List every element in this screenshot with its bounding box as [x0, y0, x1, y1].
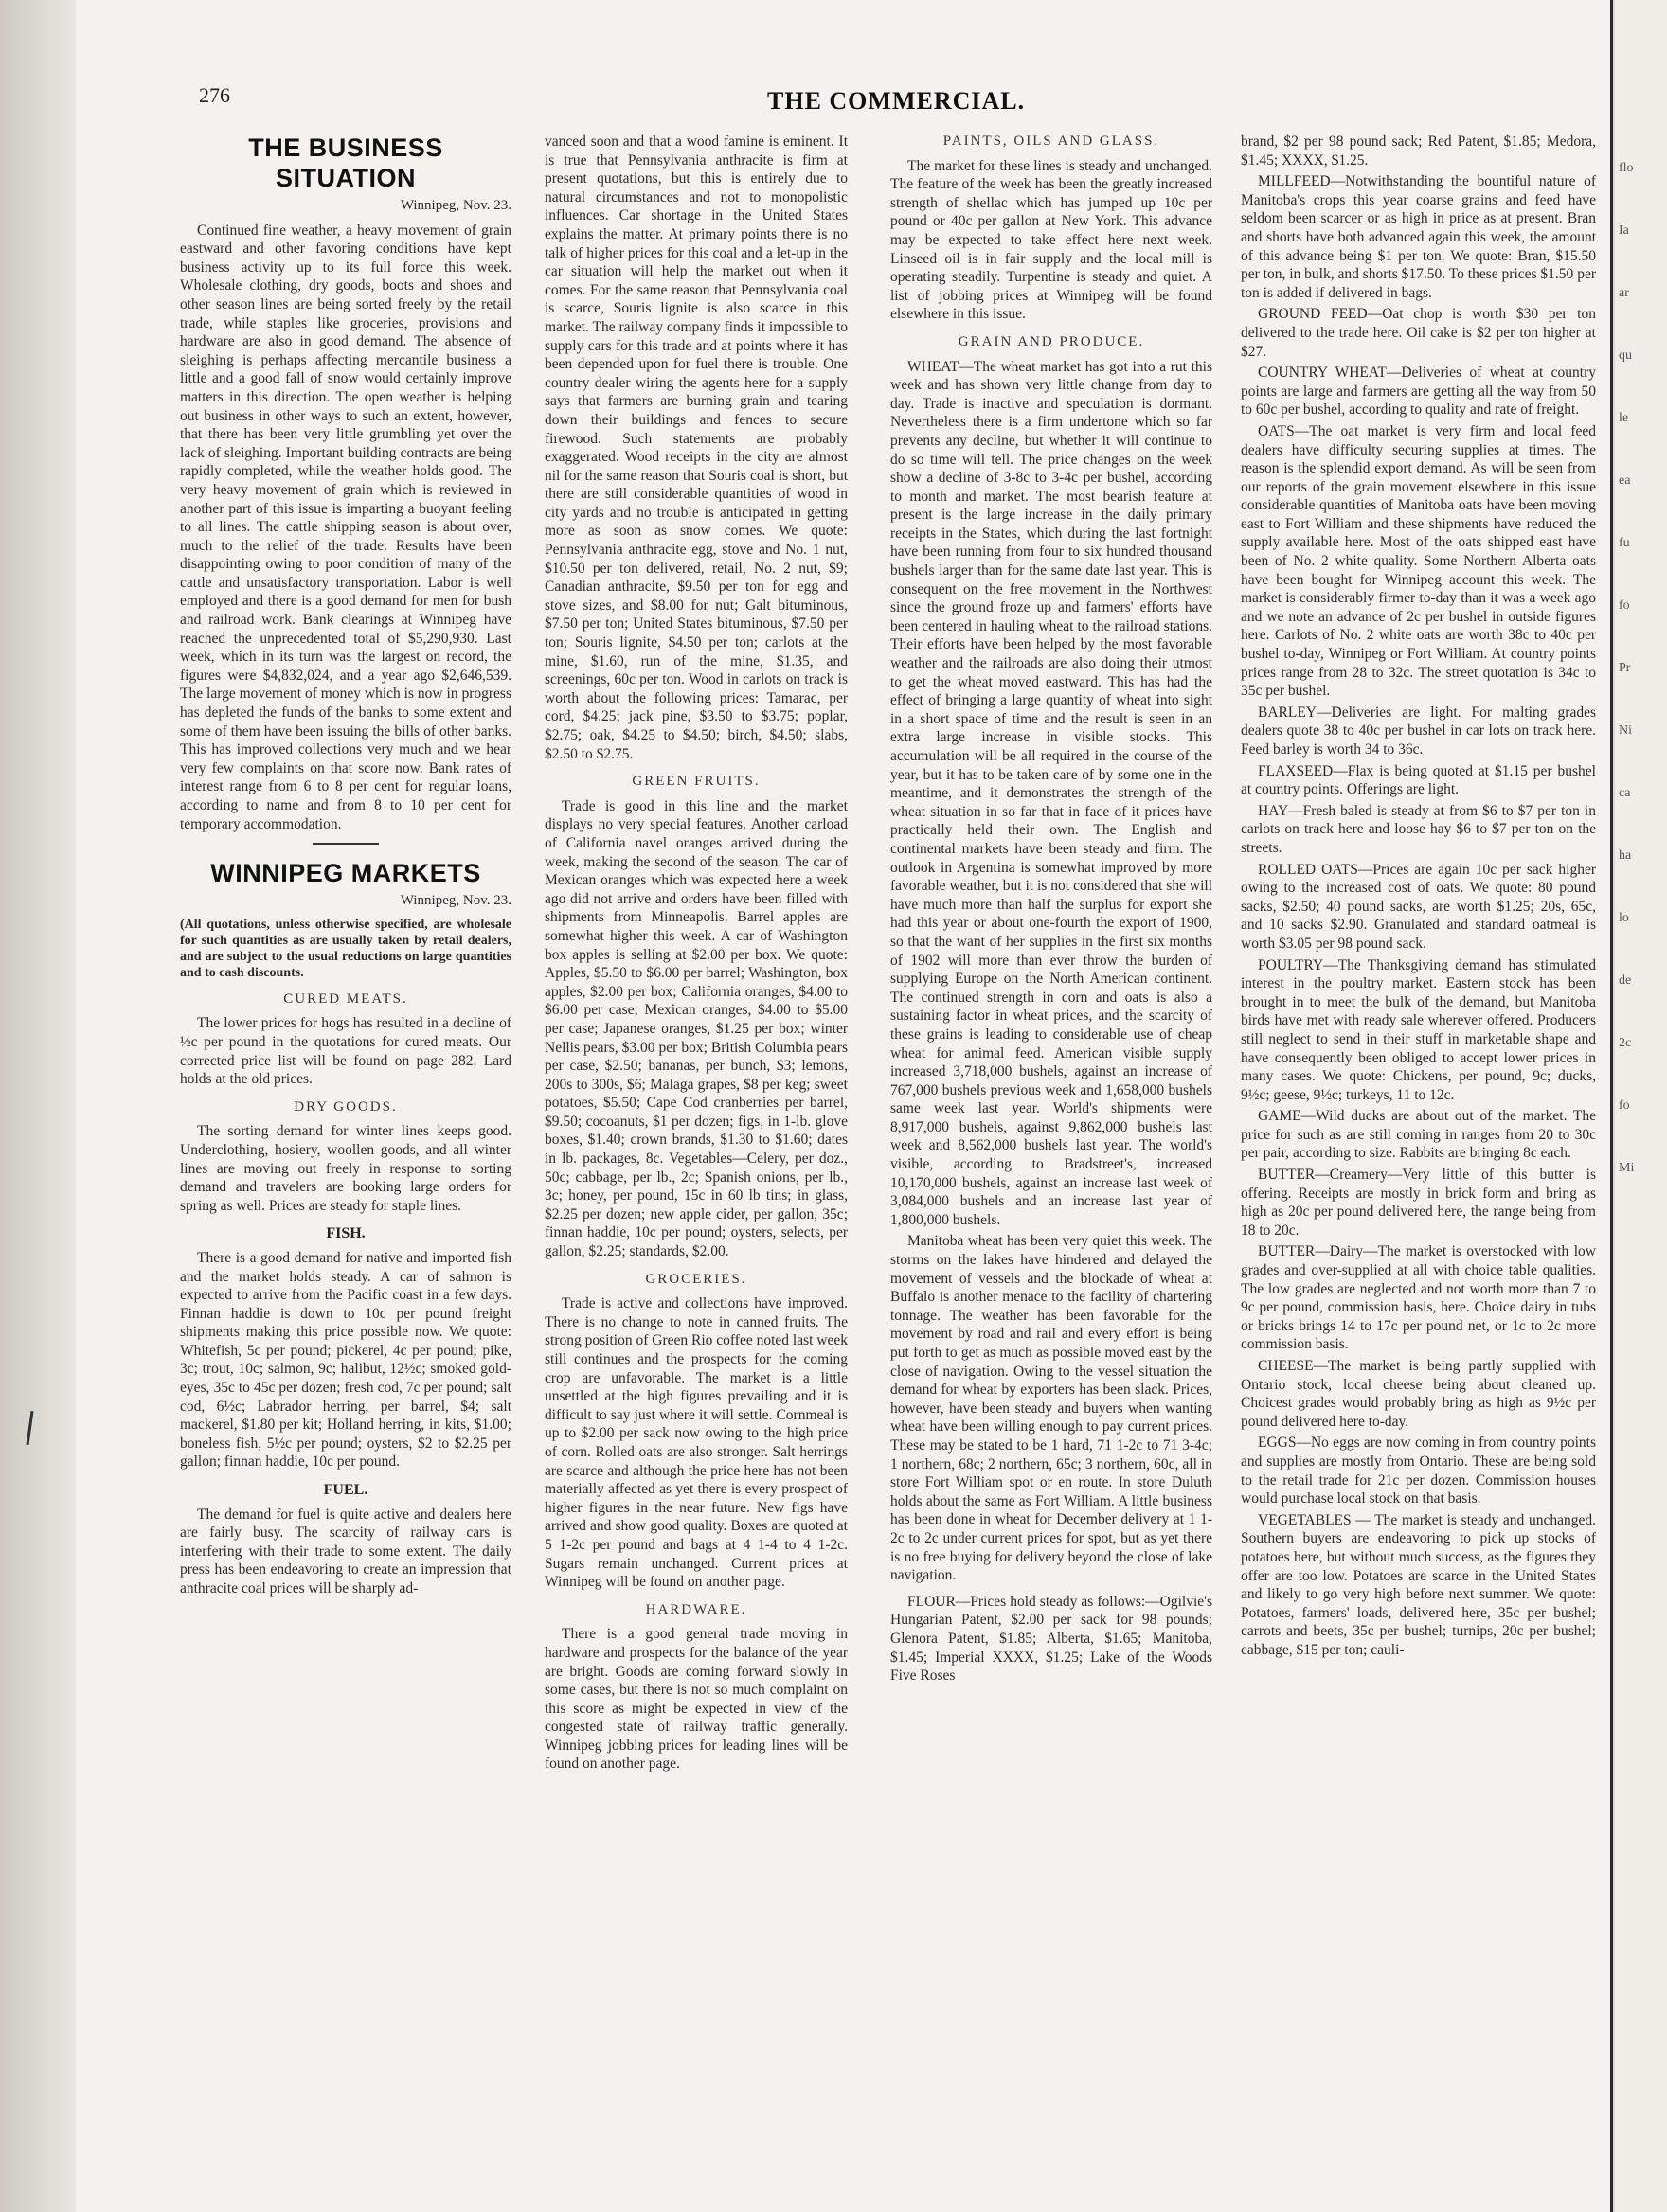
quotation-note: (All quotations, unless otherwise specified, are wholesale for such quantities as are usually taken by retail dealers, and are subject to the usual reductions on large quantities and to cash discounts.: [180, 917, 511, 980]
eggs-text: EGGS—No eggs are now coming in from country points and supplies are mostly from Ontario. These are being sold to the retail trade for 21c per dozen. Commission houses would purchase local stock on that basis.: [1241, 1435, 1596, 1507]
fuel-text: The demand for fuel is quite active and dealers here are fairly busy. The scarcity of railway cars is interfering with their trade to some extent. The daily press has been endeavoring to create an impression that anthracite coal prices will be sharply ad-: [180, 1506, 511, 1597]
rolled-oats-text: ROLLED OATS—Prices are again 10c per sack higher owing to the increased cost of oats. We quote: 80 pound sacks, $2.50; 40 pound sacks, are worth $1.25; 20s, 65c, and 10 sacks $2.90. Granulated and standard oatmeal is worth $3.05 per 98 pound sack.: [1241, 861, 1596, 952]
flaxseed-text: FLAXSEED—Flax is being quoted at $1.15 per bushel at country points. Offerings are light.: [1241, 762, 1596, 798]
manitoba-wheat-text: Manitoba wheat has been very quiet this week. The storms on the lakes have hindered and delayed the movement of vessels and the blockade of wheat at Buffalo is another menace to the facility of chartering tonnage. The weather has been favorable for the movement by road and rail and every effort is being put forth to get as much as possible moved east by the close of navigation. Owing to the vessel situation the demand for wheat by exporters has been slack. Prices, however, have been steady and buyers when wanting wheat have been willing enough to pay current prices. These may be stated to be 1 hard, 71 1-2c to 71 3-4c; 1 northern, 68c; 2 northern, 65c; 3 northern, 60c, all in store Fort William spot or en route. In store Duluth holds about the same as Fort William. A little business has been done in wheat for December delivery at 1 1-2c to 2c under current prices for spot, but as yet there is no free buying for delivery beyond the close of lake navigation.: [890, 1233, 1212, 1584]
binding-spine: [1610, 0, 1613, 2212]
adjacent-page-fragment: fo: [1619, 598, 1630, 613]
poultry-text: POULTRY—The Thanksgiving demand has stimulated interest in the poultry market. Eastern stock has been brought in to meet the bulk of the demand, but Manitoba birds have met with ready sale wherever offered. Producers still neglect to send in their stuff in marketable shape and have consequently been obliged to accept lower prices in many cases. We quote: Chickens, per pound, 9c; ducks, 9½c; geese, 9½c; turkeys, 11 to 12c.: [1241, 956, 1596, 1103]
adjacent-page-fragment: Ia: [1619, 223, 1629, 238]
butter-creamery-text: BUTTER—Creamery—Very little of this butter is offering. Receipts are mostly in brick form and bring as high as 20c per pound delivered here, the range being from 18 to 20c.: [1241, 1167, 1596, 1239]
adjacent-page-fragment: fo: [1619, 1098, 1630, 1113]
scan-mark: [27, 1411, 34, 1445]
oats-text: OATS—The oat market is very firm and local feed dealers have difficulty securing supplies at times. The reason is the splendid export demand. As will be seen from our reports of the grain movement elsewhere in this issue considerable quantities of Manitoba oats have been moving east to Fort William and these shipments have reduced the supply available here. Most of the oats shipped east have been of No. 2 white quality. Some Northern Alberta oats have been bought for Winnipeg account this week. The market is considerably firmer to-day than it was a week ago and we note an advance of 2c per bushel in outside figures here. Carlots of No. 2 white oats are worth 38c to 40c per bushel to-day, Winnipeg or Fort William. At country points prices range from 28 to 32c. The street quotation is 34c to 35c per bushel.: [1241, 422, 1596, 700]
adjacent-page-fragment: ar: [1619, 286, 1629, 300]
adjacent-page-fragment: ea: [1619, 473, 1631, 488]
grain-produce-heading: GRAIN AND PRODUCE.: [958, 333, 1145, 349]
masthead: THE COMMERCIAL.: [767, 87, 1026, 115]
adjacent-page-edge: [1615, 0, 1667, 2212]
dry-goods-heading: DRY GOODS.: [294, 1098, 398, 1115]
adjacent-page-fragment: lo: [1619, 911, 1629, 925]
column-4: [1241, 133, 1596, 2150]
vegetables-text: VEGETABLES — The market is steady and unchanged. Southern buyers are endeavoring to pick up stocks of potatoes here, but without much success, as the figures they offer are too low. Potatoes are scarce in the United States and likely to go very high before next summer. We quote: Potatoes, farmers' loads, delivered here, 35c per bushel; carrots and beets, 35c per bushel; turnips, 20c per bushel; cabbage, $15 per ton; cauli-: [1241, 1511, 1596, 1658]
paints-heading: PAINTS, OILS AND GLASS.: [942, 134, 1160, 149]
fish-text: There is a good demand for native and imported fish and the market holds steady. A car of salmon is expected to arrive from the Pacific coast in a few days. Finnan haddie is down to 10c per pound freight shipments making this price possible now. We quote: Whitefish, 5c per pound; pickerel, 4c per pound; pike, 3c; trout, 10c; salmon, 9c; halibut, 12½c; smoked gold-eyes, 35c to 45c per dozen; fresh cod, 7c per pound; salt cod, 6½c; Labrador herring, per barrel, $4; salt mackerel, $1.80 per kit; Holland herring, in kits, $1.00; boneless fish, 5½c per pound; oysters, $2 to $2.25 per gallon; finnan haddie, 10c per pound.: [180, 1249, 511, 1471]
adjacent-page-fragment: le: [1619, 411, 1629, 425]
flour-text: FLOUR—Prices hold steady as follows:—Ogilvie's Hungarian Patent, $2.00 per sack for 98 pounds; Glenora Patent, $1.85; Alberta, $1.65; Manitoba, $1.45; Imperial XXXX, $1.25; Lake of the Woods Five Roses: [890, 1593, 1212, 1685]
millfeed-text: MILLFEED—Notwithstanding the bountiful nature of Manitoba's crops this year coarse grains and feed have seldom been scarcer or as high in price as at present. Bran and shorts have both advanced again this week, the amount of this advance being $1 per ton. We quote: Bran, $15.50 per ton, in bulk, and shorts $17.50. To these prices $1.50 per ton is added if delivered in bags.: [1241, 173, 1596, 301]
column-1: [180, 133, 511, 2150]
business-situation-heading: THE BUSINESS SITUATION: [248, 134, 443, 192]
markets-dateline: Winnipeg, Nov. 23.: [400, 893, 511, 909]
green-fruits-text: Trade is good in this line and the market displays no very special features. Another carload of California navel oranges arrived during the week, making the second of the season. The car of Mexican oranges which was expected here a week ago did not arrive and orders have been filled with shipments from Minneapolis. Barrel apples are somewhat higher this week. A car of Washington box apples is selling at $2.00 per box. We quote: Apples, $5.50 to $6.00 per barrel; Washington, box apples, $2.00 per box; California oranges, $4.00 to $6.00 per case; Mexican oranges, $4.00 to $5.00 per case; Japanese oranges, $1.25 per box; winter Nellis pears, $3.00 per box; British Columbia pears per case, $2.50; bananas, per bunch, $3; lemons, 200s to 300s, $6; Malaga grapes, $8 per keg; sweet potatoes, $5.50; Cape Cod cranberries per barrel, $9.50; cocoanuts, $1 per dozen; figs, in 1-lb. glove boxes, $1.40; crown brands, $1.30 to $1.60; dates in lb. packages, 8c. Vegetables—Celery, per doz., 50c; cabbage, per lb., 2c; Spanish onions, per lb., 3c; honey, per pound, 15c in 60 lb tins; in glass, $2.25 per dozen; new apple cider, per gallon, 35c; finnan haddie, 10c per pound; oysters, selects, per gallon, $2.25; standards, $2.00.: [545, 797, 848, 1260]
butter-dairy-text: BUTTER—Dairy—The market is overstocked with low grades and over-supplied at all with choice table qualities. The low grades are neglected and not worth more than 7 to 9c per pound, commission basis, here. Choice dairy in tubs or bricks brings 14 to 17c per pound net, or 1c to 2c more commission basis.: [1241, 1243, 1596, 1353]
column-2: [545, 133, 848, 2150]
winnipeg-markets-heading: WINNIPEG MARKETS: [210, 859, 481, 888]
hardware-heading: HARDWARE.: [645, 1601, 747, 1617]
fuel-text-continued: vanced soon and that a wood famine is eminent. It is true that Pennsylvania anthracite is firm at present quotations, but this is entirely due to natural circumstances and not to monopolistic influences. Car shortage in the United States explains the matter. At primary points there is no talk of higher prices for this coal and a let-up in the car situation will help the market out when it comes. For the same reason that Pennsylvania coal is scarce, Souris lignite is also scarce in this market. The railway company finds it impossible to supply cars for this trade and at points where it has been depended upon for fuel there is trouble. One country dealer wiring the agents here for a supply says that farmers are burning grain and tearing down their buildings and fences to secure firewood. Such statements are probably exaggerated. Wood receipts in the city are almost nil for the same reason that Souris coal is short, but there are still considerable quantities of wood in city yards and no trouble is anticipated in getting more as soon as snow comes. We quote: Pennsylvania anthracite egg, stove and No. 1 nut, $10.50 per ton delivered, retail, No. 2 nut, $9; Canadian anthracite, $9.50 per ton for egg and stove sizes, and $8.00 for nut; Galt bituminous, $7.50 per ton; United States bituminous, $7.50 per ton; Souris lignite, $4.50 per ton; carlots at the mine, $1.60, run of the mine, $1.35, and screenings, 60c per ton. Wood in carlots on track is worth about the following prices: Tamarac, per cord, $4.25; jack pine, $3.50 to $3.75; poplar, $2.75; oak, $4.25 to $4.50; birch, $4.50; slabs, $2.50 to $2.75.: [545, 134, 848, 762]
fuel-heading: FUEL.: [323, 1482, 368, 1499]
adjacent-page-fragment: 2c: [1619, 1036, 1632, 1050]
column-3: [890, 133, 1212, 2150]
fish-heading: FISH.: [326, 1225, 366, 1242]
cheese-text: CHEESE—The market is being partly supplied with Ontario stock, local cheese being about cleaned up. Choicest grades would probably bring as high as 9½c per pound delivered here to-day.: [1241, 1358, 1596, 1430]
adjacent-page-fragment: fu: [1619, 536, 1630, 550]
page-number: 276: [199, 83, 230, 107]
groceries-heading: GROCERIES.: [645, 1271, 747, 1287]
adjacent-page-fragment: ha: [1619, 848, 1632, 863]
paints-text: The market for these lines is steady and unchanged. The feature of the week has been the greatly increased strength of shellac which has jumped up 10c per pound or 40c per gallon at New York. This advance may be expected to take effect here next week. Linseed oil is in fair supply and the local mill is operating steadily. Turpentine is steady and quiet. A list of jobbing prices at Winnipeg will be found elsewhere in this issue.: [890, 157, 1212, 323]
green-fruits-heading: GREEN FRUITS.: [632, 774, 761, 790]
groceries-text: Trade is active and collections have improved. There is no change to note in canned fruits. The strong position of Green Rio coffee noted last week still continues and the prospects for the coming crop are unfavorable. The market is a little unsettled at the high figures prevailing and it is difficult to say just where it will settle. Cornmeal is up to $2.00 per sack now owing to the high price of corn. Rolled oats are also stronger. Salt herrings are scarce and although the price here has not been materially affected as yet there is every prospect of higher figures in the near future. New figs have arrived and show good quality. Boxes are quoted at 5 1-2c per pound and bags at 4 1-4 to 4 1-2c. Sugars remain unchanged. Current prices at Winnipeg will be found on another page.: [545, 1295, 848, 1591]
hardware-text: There is a good general trade moving in hardware and prospects for the balance of the year are bright. Goods are coming forward slowly in some cases, but there is not so much complaint on this score as might be expected in view of the congested state of railway traffic generally. Winnipeg jobbing prices for leading lines will be found on another page.: [545, 1626, 848, 1773]
wheat-text: WHEAT—The wheat market has got into a rut this week and has shown very little change from day to day. Trade is inactive and speculation is dormant. Nevertheless there is a firm undertone which so far prevents any decline, but whether it will continue to do so time will tell. The price changes on the week show a decline of 3-8c to 3-4c per bushel, according to month and market. The most bearish feature at present is the large increase in the daily primary receipts in the States, which during the last fortnight have been running from four to six hundred thousand bushels larger than for the same date last year. This is consequent on the free movement in the Northwest since the ground froze up and farmers' efforts have been centered in hauling wheat to the railroad stations. Their efforts have been helped by the most favorable weather and the railroads are also doing their utmost to get the wheat moved eastward. This has had the effect of bringing a large quantity of wheat into sight in a short space of time and the result is seen in an extra large increase in visible stocks. This accumulation will be all required in the course of the year, but it has to be taken care of by some one in the meantime, and it demonstrates the strength of the wheat situation in so far that in face of it prices have practically held their own. The English and continental markets have been steady and firm. The outlook in Argentina is somewhat improved by more favorable weather, but it is not considered that she will have much more than half the surplus for export she had this year or about one-fourth the export of 1900, so that the want of her supplies in the first six months of 1902 will more than ever throw the burden of supplying Europe on the North American continent. The continued strength in corn and oats is also a sustaining factor in wheat prices, and the scarcity of these grains is leading to considerable use of cheap wheat for animal feed. American visible supply increased 3,718,000 bushels, against an increase of 767,000 bushels previous week and 1,658,000 bushels same week last year. World's shipments were 8,917,000 bushels, against 9,862,000 bushels last week and 8,562,000 bushels last year. The world's visible, according to Bradstreet's, increased 10,170,000 bushels, against an increase last week of 3,084,000 bushels and an increase last year of 1,800,000 bushels.: [890, 358, 1212, 1228]
adjacent-page-fragment: Mi: [1619, 1161, 1635, 1175]
ground-feed-text: GROUND FEED—Oat chop is worth $30 per ton delivered to the trade here. Oil cake is $2 per ton higher at $27.: [1241, 306, 1596, 360]
adjacent-page-fragment: qu: [1619, 348, 1632, 363]
dry-goods-text: The sorting demand for winter lines keeps good. Underclothing, hosiery, woollen goods, and all winter lines are moving out freely in response to sorting demand and travelers are booking large orders for spring as well. Prices are steady for staple lines.: [180, 1123, 511, 1214]
adjacent-page-fragment: Pr: [1619, 661, 1631, 675]
section-divider: [313, 843, 379, 845]
game-text: GAME—Wild ducks are about out of the market. The price for such as are still coming in ranges from 20 to 30c per pair, according to size. Rabbits are bringing 8c each.: [1241, 1108, 1596, 1162]
scan-margin-left: [0, 0, 76, 2212]
business-paragraph: Continued fine weather, a heavy movement of grain eastward and other favoring conditions have kept business activity up to its full force this week. Wholesale clothing, dry goods, boots and shoes and other season lines are being sorted freely by the retail trade, while staples like groceries, provisions and hardware are also in good demand. The absence of sleighing is perhaps affecting mercantile business a little and a good fall of snow would certainly improve matters in this direction. The open weather is helping out business in other ways to such an extent, however, that there has been very little grumbling yet over the lack of sleighing. Important building contracts are being rapidly completed, while the weather holds good. The very heavy movement of grain which is reviewed in another part of this issue is imparting a buoyant feeling to all lines. The cattle shipping season is about over, much to the relief of the trade. Results have been disappointing owing to poor condition of many of the cattle and unsatisfactory transportation. Labor is well employed and there is a good demand for men for bush and railroad work. Bank clearings at Winnipeg have reached the unprecedented total of $5,290,930. Last week, which in its turn was the largest on record, the figures were $4,832,024, and a year ago $2,646,539. The large movement of money which is now in progress has depleted the funds of the banks to some extent and some of them have been issuing the bills of other banks. This has improved collections very much and we hear very few complaints on that score now. Bank rates of interest range from 6 to 8 per cent for regular loans, according to name and from 8 to 10 per cent for temporary accommodation.: [180, 222, 511, 832]
adjacent-page-fragment: de: [1619, 973, 1632, 988]
adjacent-page-fragment: Ni: [1619, 723, 1632, 738]
barley-text: BARLEY—Deliveries are light. For malting grades dealers quote 38 to 40c per bushel in car lots on track here. Feed barley is worth 34 to 36c.: [1241, 704, 1596, 758]
business-dateline: Winnipeg, Nov. 23.: [400, 198, 511, 213]
country-wheat-text: COUNTRY WHEAT—Deliveries of wheat at country points are large and farmers are getting all the way from 50 to 60c per bushel, according to quality and rate of freight.: [1241, 365, 1596, 419]
cured-meats-heading: CURED MEATS.: [283, 990, 408, 1007]
hay-text: HAY—Fresh baled is steady at from $6 to $7 per ton in carlots on track here and loose hay $6 to $7 per ton on the streets.: [1241, 802, 1596, 856]
adjacent-page-fragment: ca: [1619, 786, 1631, 800]
adjacent-page-fragment: flo: [1619, 161, 1634, 175]
cured-meats-text: The lower prices for hogs has resulted in a decline of ½c per pound in the quotations for cured meats. Our corrected price list will be found on page 282. Lard holds at the old prices.: [180, 1015, 511, 1088]
flour-text-continued: brand, $2 per 98 pound sack; Red Patent, $1.85; Medora, $1.45; XXXX, $1.25.: [1241, 134, 1596, 169]
